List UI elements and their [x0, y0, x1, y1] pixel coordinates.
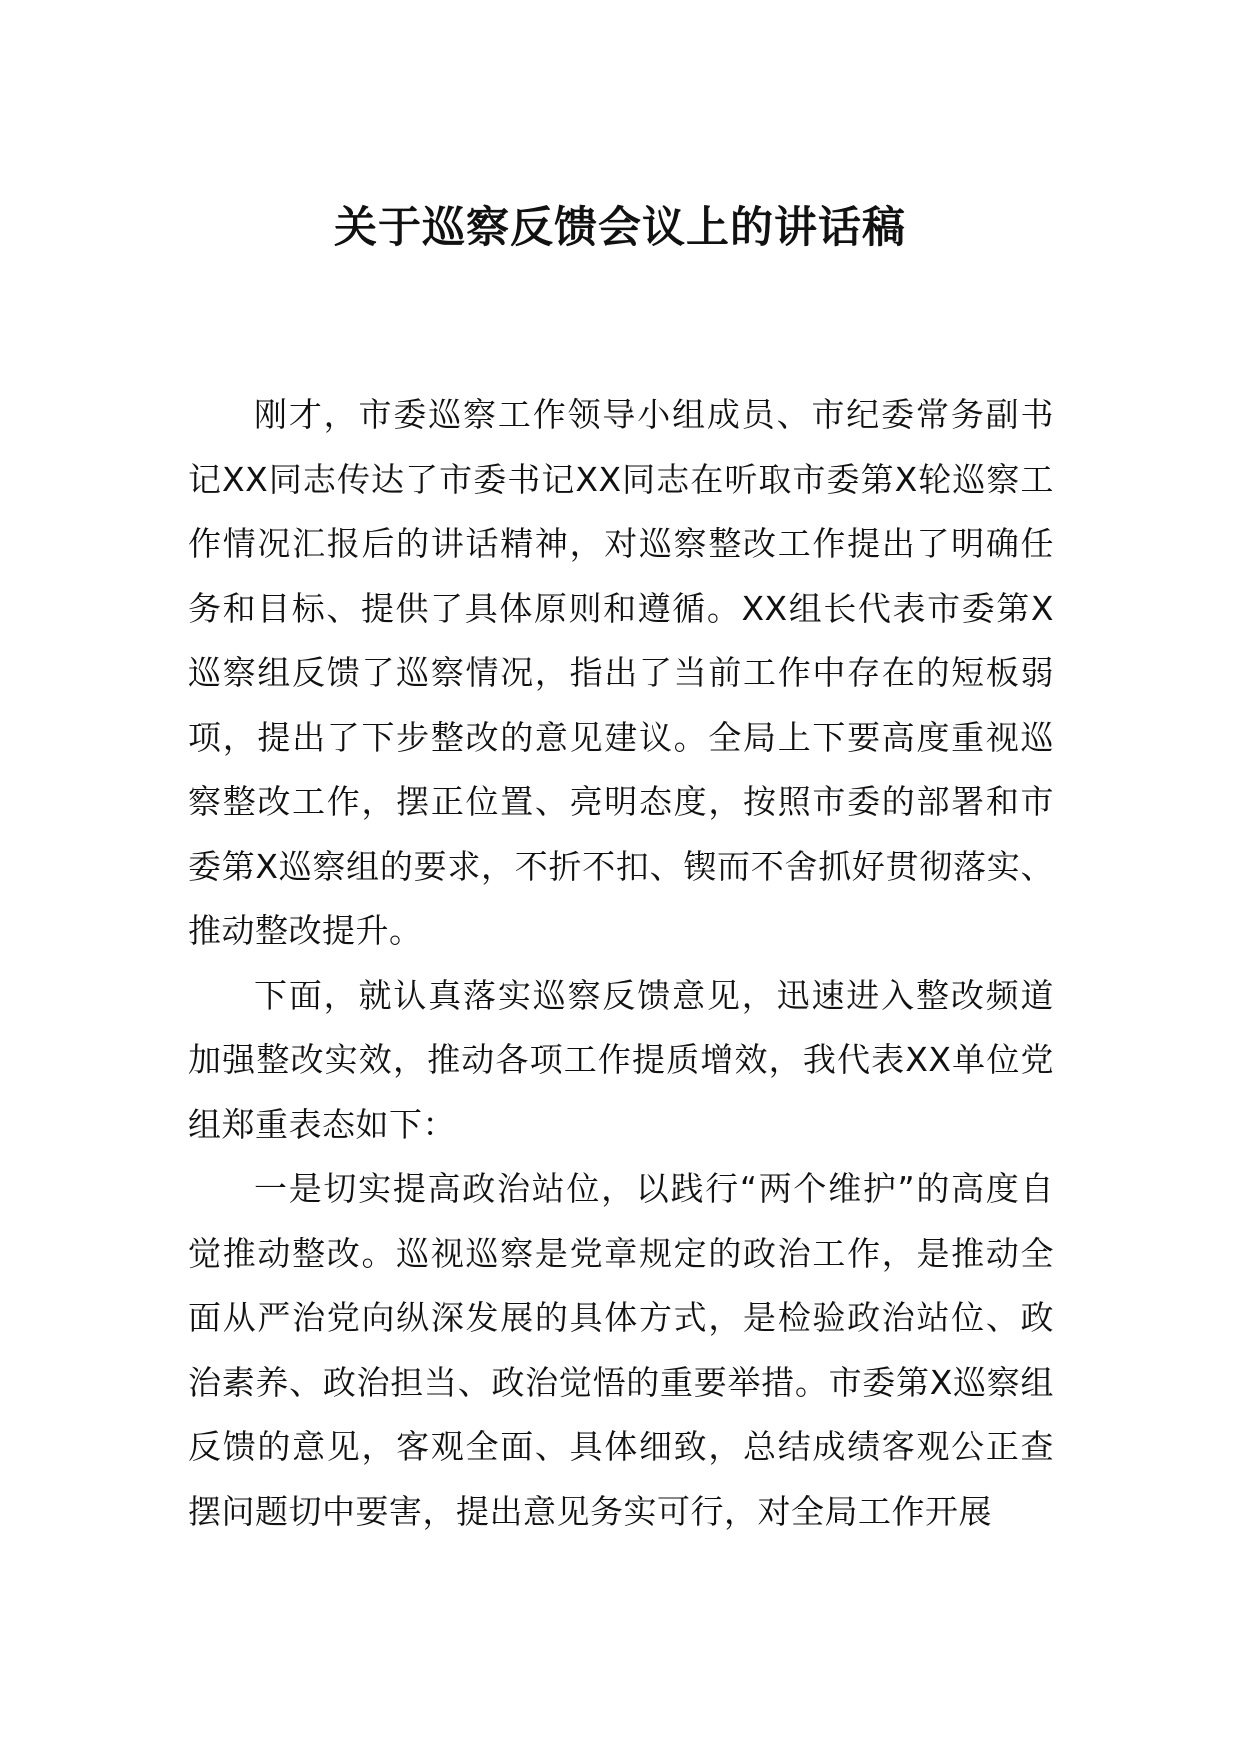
paragraph-point-one: 一是切实提高政治站位，以践行“两个维护”的高度自觉推动整改。巡视巡察是党章规定的政治工作，是推动全面从严治党向纵深发展的具体方式，是检验政治站位、政治素养、政治担当、政治觉悟的重要举措。市委第X巡察组反馈的意见，客观全面、具体细致，总结成绩客观公正查摆问题切中要害，提出意见务实可行，对全局工作开展 [188, 1169, 1054, 1531]
paragraph-opening: 刚才，市委巡察工作领导小组成员、市纪委常务副书记XX同志传达了市委书记XX同志在听取市委第X轮巡察工作情况汇报后的讲话精神，对巡察整改工作提出了明确任务和目标、提供了具体原则和遵循。XX组长代表市委第X巡察组反馈了巡察情况，指出了当前工作中存在的短板弱项，提出了下步整改的意见建议。全局上下要高度重视巡察整改工作，摆正位置、亮明态度，按照市委的部署和市委第X巡察组的要求，不折不扣、锲而不舍抓好贯彻落实、推动整改提升。 [188, 395, 1054, 950]
document-title: 关于巡察反馈会议上的讲话稿 [334, 203, 906, 253]
paragraph-statement-intro: 下面，就认真落实巡察反馈意见，迅速进入整改频道加强整改实效，推动各项工作提质增效，我代表XX单位党组郑重表态如下： [188, 975, 1054, 1144]
document-body [188, 383, 1054, 1544]
